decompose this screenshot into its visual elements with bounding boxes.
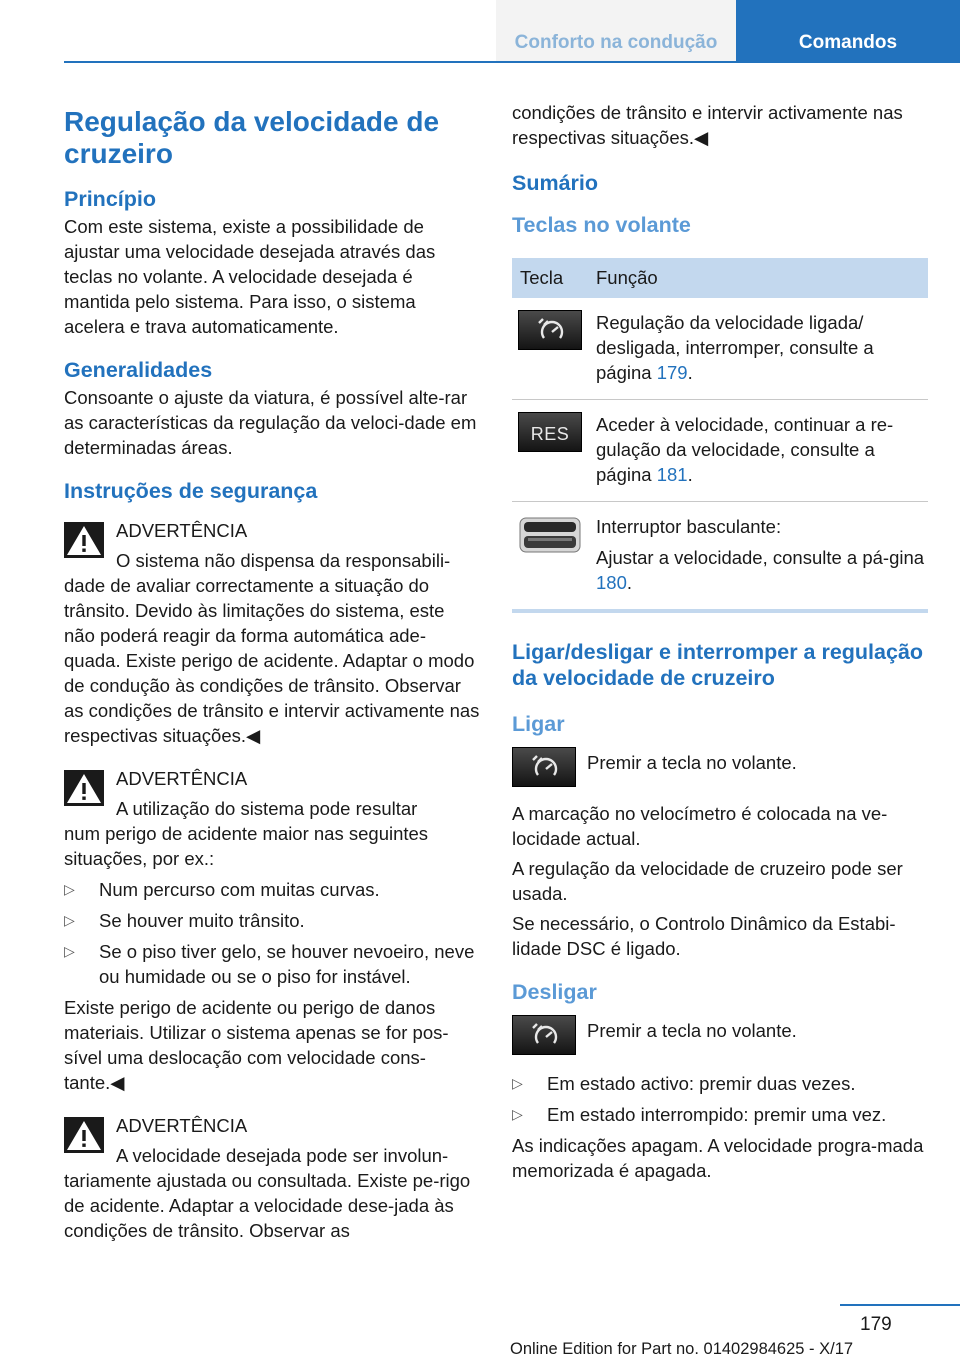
row-1-text: Regulação da velocidade ligada/ desligada, interromper, consulte a página	[596, 312, 874, 383]
right-column	[512, 100, 928, 1183]
summary-heading: Sumário	[512, 171, 599, 195]
cruise-control-button-icon	[518, 310, 582, 350]
warning-triangle-icon	[64, 770, 104, 806]
general-text: Consoante o ajuste da viatura, é possível alte-rar as características da regulação da veloci-dade em determinadas áreas.	[64, 387, 477, 458]
table-row: RES Aceder à velocidade, continuar a re-gulação da velocidade, consulte a página 181.	[512, 400, 928, 502]
header-rule	[64, 61, 960, 63]
header-chapter: Comandos	[736, 0, 960, 62]
warning-2-first-line: A utilização do sistema pode resultar	[116, 798, 418, 819]
on-instruction	[512, 747, 928, 791]
table-header-row	[512, 258, 928, 298]
list-item: ▷ Se o piso tiver gelo, se houver nevoeiro, neve ou humidade ou se o piso for instável.	[64, 941, 475, 987]
table-header-key: Tecla	[520, 267, 564, 288]
cruise-control-button-icon	[512, 1015, 576, 1055]
page-link-180[interactable]: 180	[596, 572, 627, 593]
row-3-line-1: Interruptor basculante:	[596, 516, 782, 537]
page-number: 179	[860, 1314, 892, 1335]
on-press-text: Premir a tecla no volante.	[587, 752, 797, 773]
header-section: Conforto na condução	[496, 0, 736, 62]
list-item: ▷ Em estado interrompido: premir uma vez.	[512, 1104, 887, 1125]
off-list	[512, 1071, 928, 1127]
onoff-heading: Ligar/desligar e interromper a regulação da velocidade de cruzeiro	[512, 640, 924, 690]
bullet-triangle-icon: ▷	[64, 912, 75, 928]
safety-heading: Instruções de segurança	[64, 479, 318, 503]
bullet-triangle-icon: ▷	[512, 1075, 523, 1091]
keys-table	[512, 258, 928, 613]
warning-1-text: dade de avaliar correctamente a situação do trânsito. Devido às limitações do sistema, este não poderá reagir da forma automática ade-quada. Existe perigo de acidente. Adaptar o modo de condução às condições de trânsito. Observar as condições de trânsito e intervir activamente nas respectivas situações.◀	[64, 575, 480, 746]
left-column	[64, 100, 480, 1243]
on-paragraph-1: A marcação no velocímetro é colocada na ve-locidade actual.	[512, 803, 888, 849]
warning-2-list	[64, 877, 480, 989]
res-button-icon	[518, 412, 582, 452]
row-3-text: Ajustar a velocidade, consulte a pá-gina	[596, 547, 925, 568]
off-heading: Desligar	[512, 980, 597, 1004]
rocker-switch-icon	[518, 514, 582, 556]
cruise-control-button-icon	[512, 747, 576, 787]
list-item: ▷ Em estado activo: premir duas vezes.	[512, 1073, 856, 1094]
page-link-181[interactable]: 181	[656, 464, 688, 485]
keys-heading: Teclas no volante	[512, 213, 691, 237]
warning-1-title: ADVERTÊNCIA	[116, 520, 248, 541]
warning-block-1	[64, 518, 480, 748]
bullet-triangle-icon: ▷	[64, 881, 75, 897]
page-header	[0, 0, 960, 62]
page-link-179[interactable]: 179	[656, 362, 688, 383]
warning-1-first-line: O sistema não dispensa da responsabili-	[116, 550, 451, 571]
res-button-label: RES	[530, 424, 570, 444]
warning-2-title: ADVERTÊNCIA	[116, 768, 248, 789]
general-heading: Generalidades	[64, 358, 213, 382]
warning-3-text: tariamente ajustada ou consultada. Existe pe-rigo de acidente. Adaptar a velocidade dese-jada às condições de trânsito. Observar as	[64, 1170, 471, 1241]
on-paragraph-3: Se necessário, o Controlo Dinâmico da Estabi-lidade DSC é ligado.	[512, 913, 896, 959]
bullet-triangle-icon: ▷	[64, 943, 75, 959]
on-paragraph-2: A regulação da velocidade de cruzeiro pode ser usada.	[512, 858, 903, 904]
bullet-triangle-icon: ▷	[512, 1106, 523, 1122]
list-item: ▷ Se houver muito trânsito.	[64, 910, 305, 931]
warning-3-first-line: A velocidade desejada pode ser involun-	[116, 1145, 449, 1166]
table-header-function: Função	[596, 267, 658, 288]
warning-block-3	[64, 1113, 480, 1243]
table-row: Regulação da velocidade ligada/ desligada, interromper, consulte a página 179.	[512, 298, 928, 400]
principle-text: Com este sistema, existe a possibilidade de ajustar uma velocidade desejada através das teclas no volante. A velocidade desejada é mantida pelo sistema. Para isso, o sistema acelera e trava automaticamente.	[64, 216, 436, 337]
off-press-text: Premir a tecla no volante.	[587, 1020, 797, 1041]
off-after-text: As indicações apagam. A velocidade progra-mada memorizada é apagada.	[512, 1135, 924, 1181]
continuation-text: condições de trânsito e intervir activamente nas respectivas situações.◀	[512, 102, 903, 148]
page-title: Regulação da velocidade de cruzeiro	[64, 106, 440, 169]
edition-footer: Online Edition for Part no. 01402984625 - X/17	[510, 1340, 854, 1358]
principle-heading: Princípio	[64, 187, 156, 211]
row-2-text: Aceder à velocidade, continuar a re-gulação da velocidade, consulte a página	[596, 414, 894, 485]
table-row: Interruptor basculante: Ajustar a velocidade, consulte a pá-gina 180.	[512, 502, 928, 612]
list-item: ▷ Num percurso com muitas curvas.	[64, 879, 380, 900]
warning-2-text: num perigo de acidente maior nas seguintes situações, por ex.:	[64, 823, 429, 869]
off-instruction	[512, 1015, 928, 1059]
footer-rule	[840, 1304, 960, 1306]
warning-block-2	[64, 766, 480, 1095]
on-heading: Ligar	[512, 712, 565, 736]
warning-2-after: Existe perigo de acidente ou perigo de danos materiais. Utilizar o sistema apenas se for pos-sível uma deslocação com velocidade cons-tante.◀	[64, 997, 449, 1093]
warning-3-title: ADVERTÊNCIA	[116, 1115, 248, 1136]
warning-triangle-icon	[64, 1117, 104, 1153]
warning-triangle-icon	[64, 522, 104, 558]
